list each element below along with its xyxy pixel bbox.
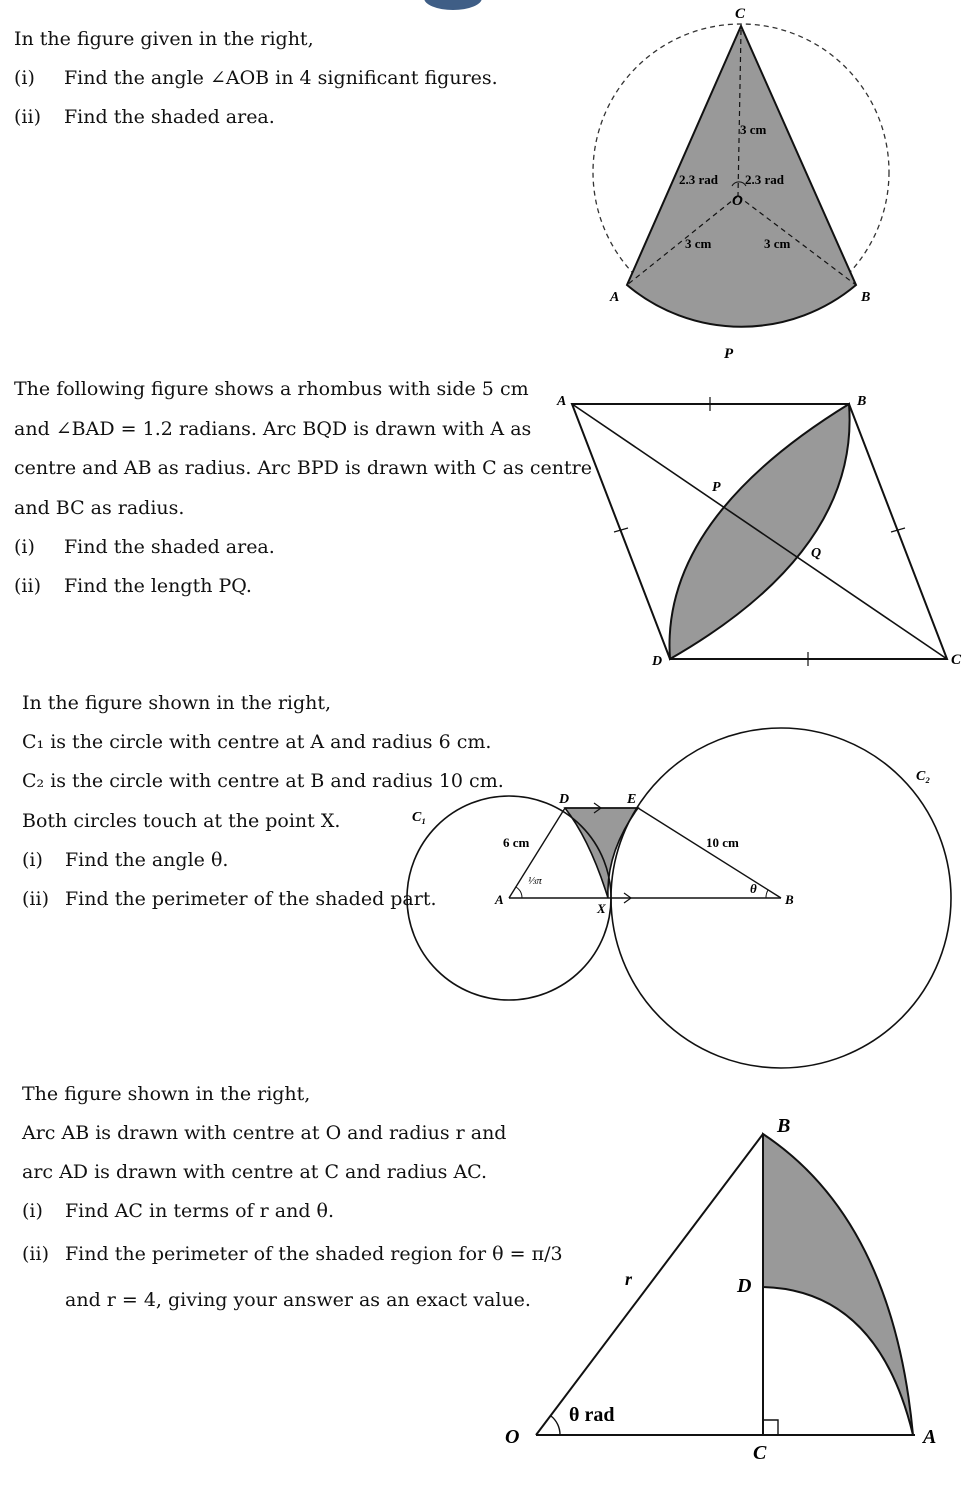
fig3-angle-b-arc xyxy=(766,890,768,898)
fig3-label-E: E xyxy=(627,792,637,807)
fig1-measure-oa: 3 cm xyxy=(685,236,712,251)
q3-part-i-text: Find the angle θ. xyxy=(65,849,229,871)
fig2-label-Q: Q xyxy=(811,546,822,561)
fig4-label-O: O xyxy=(505,1426,520,1448)
fig4-label-r: r xyxy=(625,1269,633,1289)
fig4-label-D: D xyxy=(737,1275,752,1297)
fig4-line-ob xyxy=(536,1134,763,1435)
fig1-angle-right: 2.3 rad xyxy=(745,172,784,187)
fig1-angle-left: 2.3 rad xyxy=(679,172,718,187)
fig3-label-X: X xyxy=(597,901,606,916)
q1-part-ii-text: Find the shaded area. xyxy=(64,106,275,128)
q3-line-2: C₁ is the circle with centre at A and radius 6 cm. xyxy=(22,731,492,753)
q2-line-3: centre and AB as radius. Arc BPD is drawn with C as centre xyxy=(14,457,592,479)
fig2-label-A: A xyxy=(557,394,567,409)
fig4-label-C: C xyxy=(753,1442,767,1464)
q2-line-4: and BC as radius. xyxy=(14,497,185,519)
figure-4 xyxy=(505,1115,936,1464)
q4-num-i: (i) xyxy=(22,1200,43,1222)
fig3-line-eb xyxy=(638,808,781,898)
q4-part-ii-cont: and r = 4, giving your answer as an exact value. xyxy=(65,1289,531,1311)
fig1-label-O: O xyxy=(732,193,743,209)
fig2-label-B: B xyxy=(857,394,867,409)
q4-line-2: Arc AB is drawn with centre at O and radius r and xyxy=(22,1122,507,1144)
fig1-shaded-region xyxy=(627,26,856,327)
fig1-measure-oc: 3 cm xyxy=(740,122,767,137)
q3-line-1: In the figure shown in the right, xyxy=(22,692,332,714)
fig1-label-C: C xyxy=(735,6,746,22)
q2-line-1: The following figure shows a rhombus with side 5 cm xyxy=(14,378,529,400)
fig3-label-B: B xyxy=(785,892,794,907)
fig3-measure-r2: 10 cm xyxy=(706,835,739,850)
figure-1 xyxy=(593,6,889,362)
fig2-label-D: D xyxy=(652,654,663,669)
fig3-label-D: D xyxy=(559,792,570,807)
fig3-measure-r1: 6 cm xyxy=(503,835,530,850)
fig4-label-A: A xyxy=(923,1426,937,1448)
fig3-label-c2: C₂ xyxy=(916,769,931,784)
fig2-diagonal-ac xyxy=(572,404,947,659)
fig3-label-c1: C₁ xyxy=(412,810,427,825)
q2-part-ii-text: Find the length PQ. xyxy=(64,575,252,597)
q3-part-ii-text: Find the perimeter of the shaded part. xyxy=(65,888,437,910)
fig4-label-B: B xyxy=(777,1115,791,1137)
fig1-label-A: A xyxy=(610,290,620,305)
q1-num-ii: (ii) xyxy=(14,106,41,128)
fig3-angle-a-arc xyxy=(516,887,522,898)
q4-line-1: The figure shown in the right, xyxy=(22,1083,311,1105)
fig3-label-A: A xyxy=(495,892,504,907)
fig4-measure-angle: θ rad xyxy=(569,1404,615,1426)
q1-intro: In the figure given in the right, xyxy=(14,28,314,50)
fig4-angle-arc xyxy=(551,1416,560,1435)
q4-line-3: arc AD is drawn with centre at C and radius AC. xyxy=(22,1161,488,1183)
fig1-label-P: P xyxy=(724,346,734,362)
q1-part-i-text: Find the angle ∠AOB in 4 significant figures. xyxy=(64,67,498,89)
q4-part-ii-text: Find the perimeter of the shaded region for θ = π/3 xyxy=(65,1243,563,1265)
fig4-right-angle xyxy=(763,1420,778,1435)
fig2-label-P: P xyxy=(712,480,721,495)
fig4-shaded-region xyxy=(763,1134,913,1435)
q4-num-ii: (ii) xyxy=(22,1243,49,1265)
fig3-label-theta: θ xyxy=(750,881,757,896)
q3-line-4: Both circles touch at the point X. xyxy=(22,810,341,832)
q2-line-2: and ∠BAD = 1.2 radians. Arc BQD is drawn with A as xyxy=(14,418,532,440)
q3-num-ii: (ii) xyxy=(22,888,49,910)
q3-num-i: (i) xyxy=(22,849,43,871)
figure-3 xyxy=(407,728,951,1068)
q3-line-3: C₂ is the circle with centre at B and radius 10 cm. xyxy=(22,770,504,792)
fig2-label-C: C xyxy=(951,652,962,668)
q2-num-i: (i) xyxy=(14,536,35,558)
figure-2 xyxy=(556,394,962,669)
q2-num-ii: (ii) xyxy=(14,575,41,597)
q2-part-i-text: Find the shaded area. xyxy=(64,536,275,558)
fig1-measure-ob: 3 cm xyxy=(764,236,791,251)
q1-num-i: (i) xyxy=(14,67,35,89)
q4-part-i-text: Find AC in terms of r and θ. xyxy=(65,1200,334,1222)
fig3-measure-angle: ⅓π xyxy=(528,875,542,887)
fig1-label-B: B xyxy=(861,290,871,305)
